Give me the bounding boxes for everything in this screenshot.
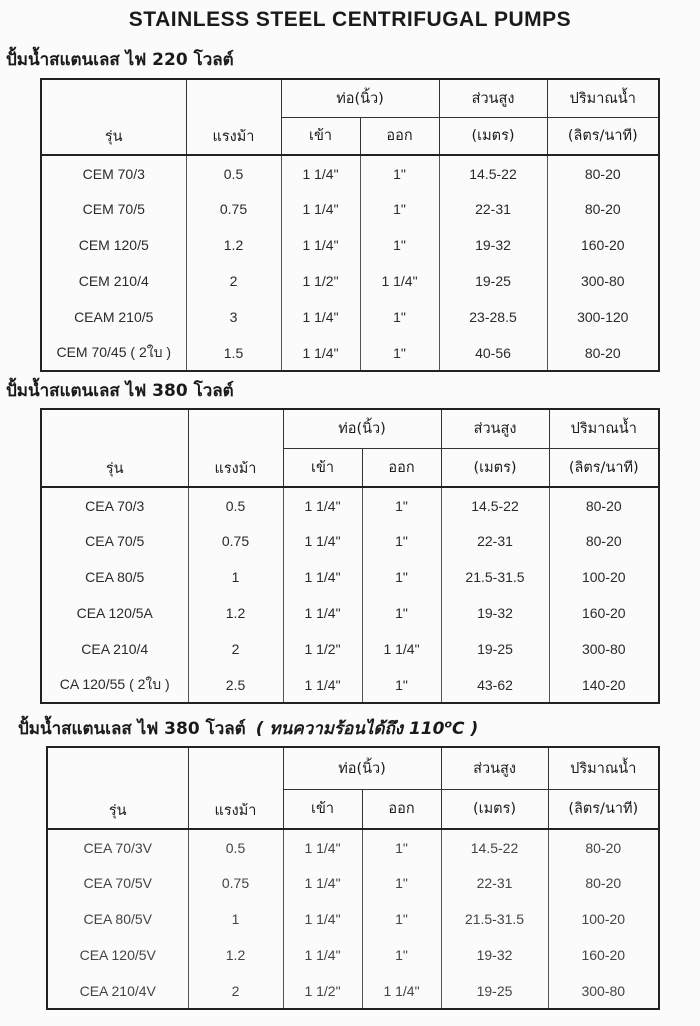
cell-pipe-out: 1" (360, 335, 439, 371)
cell-pipe-out: 1" (362, 595, 441, 631)
header-pipe: ท่อ(นิ้ว) (283, 409, 441, 448)
cell-model: CEA 210/4V (47, 973, 188, 1009)
cell-pipe-out: 1" (360, 155, 439, 191)
table-row (41, 523, 659, 559)
cell-model: CEM 210/4 (41, 263, 186, 299)
cell-pipe-out: 1 1/4" (360, 263, 439, 299)
cell-pipe-out: 1" (362, 667, 441, 703)
header-pipe-out: ออก (360, 117, 439, 155)
header-hp: แรงม้า (188, 409, 283, 487)
cell-pipe-out: 1" (362, 559, 441, 595)
section-3-title-text: ปั้มน้ำสแตนเลส ไฟ 380 โวลต์ (18, 719, 246, 739)
cell-head: 40-56 (439, 335, 547, 371)
table-row (41, 263, 659, 299)
section-1-title: ปั้มน้ำสแตนเลส ไฟ 220 โวลต์ (6, 50, 234, 70)
table-row (41, 191, 659, 227)
header-hp: แรงม้า (186, 79, 281, 155)
cell-pipe-in: 1 1/4" (281, 227, 360, 263)
table-row (41, 595, 659, 631)
cell-head: 19-32 (441, 595, 549, 631)
header-head: ส่วนสูง (439, 79, 547, 117)
cell-head: 14.5-22 (439, 155, 547, 191)
table-row (47, 973, 659, 1009)
cell-hp: 1.2 (188, 937, 283, 973)
cell-pipe-in: 1 1/4" (281, 299, 360, 335)
table-row (41, 155, 659, 191)
header-flow: ปริมาณน้ำ (548, 747, 659, 789)
cell-model: CEA 70/3V (47, 829, 188, 865)
cell-pipe-out: 1" (362, 523, 441, 559)
cell-pipe-in: 1 1/4" (283, 559, 362, 595)
cell-flow: 80-20 (547, 335, 659, 371)
cell-flow: 300-80 (547, 263, 659, 299)
table-row (41, 667, 659, 703)
cell-hp: 0.75 (188, 523, 283, 559)
table-row (47, 901, 659, 937)
table-row (41, 335, 659, 371)
cell-pipe-out: 1" (362, 937, 441, 973)
header-hp: แรงม้า (188, 747, 283, 829)
cell-pipe-in: 1 1/2" (281, 263, 360, 299)
cell-hp: 0.75 (188, 865, 283, 901)
cell-flow: 80-20 (548, 865, 659, 901)
cell-head: 14.5-22 (441, 487, 549, 523)
pump-table-380v (40, 408, 660, 704)
cell-head: 14.5-22 (441, 829, 548, 865)
cell-pipe-in: 1 1/4" (283, 487, 362, 523)
cell-pipe-in: 1 1/4" (283, 829, 362, 865)
cell-pipe-in: 1 1/2" (283, 631, 362, 667)
header-flow: ปริมาณน้ำ (547, 79, 659, 117)
cell-head: 19-25 (439, 263, 547, 299)
cell-model: CEAM 210/5 (41, 299, 186, 335)
pump-table-380v-hot (46, 746, 660, 1010)
section-3-title (18, 715, 478, 742)
header-flow: ปริมาณน้ำ (549, 409, 659, 448)
cell-hp: 2 (188, 973, 283, 1009)
table-row (47, 865, 659, 901)
cell-head: 21.5-31.5 (441, 901, 548, 937)
cell-pipe-in: 1 1/4" (283, 865, 362, 901)
section-2-title: ปั้มน้ำสแตนเลส ไฟ 380 โวลต์ (6, 381, 234, 401)
cell-flow: 140-20 (549, 667, 659, 703)
cell-head: 22-31 (441, 865, 548, 901)
cell-flow: 80-20 (549, 487, 659, 523)
table-row (41, 631, 659, 667)
cell-model: CEA 70/3 (41, 487, 188, 523)
cell-hp: 0.75 (186, 191, 281, 227)
cell-pipe-out: 1" (360, 191, 439, 227)
cell-model: CEA 80/5 (41, 559, 188, 595)
header-pipe-in: เข้า (283, 448, 362, 487)
cell-flow: 160-20 (549, 595, 659, 631)
table-row (41, 487, 659, 523)
cell-flow: 80-20 (548, 829, 659, 865)
cell-pipe-out: 1 1/4" (362, 973, 441, 1009)
cell-pipe-in: 1 1/4" (281, 191, 360, 227)
table-row (41, 299, 659, 335)
cell-pipe-out: 1" (362, 829, 441, 865)
cell-flow: 100-20 (549, 559, 659, 595)
cell-pipe-out: 1" (362, 865, 441, 901)
cell-hp: 1.2 (186, 227, 281, 263)
header-flow-unit: (ลิตร/นาที) (549, 448, 659, 487)
cell-model: CEM 70/5 (41, 191, 186, 227)
cell-pipe-in: 1 1/4" (281, 335, 360, 371)
page-title: STAINLESS STEEL CENTRIFUGAL PUMPS (128, 8, 572, 31)
cell-flow: 100-20 (548, 901, 659, 937)
cell-hp: 0.5 (188, 487, 283, 523)
cell-head: 19-32 (439, 227, 547, 263)
cell-model: CEA 70/5 (41, 523, 188, 559)
table-row (41, 559, 659, 595)
table-row (41, 227, 659, 263)
cell-head: 23-28.5 (439, 299, 547, 335)
cell-head: 43-62 (441, 667, 549, 703)
cell-pipe-in: 1 1/4" (283, 595, 362, 631)
header-pipe-out: ออก (362, 789, 441, 829)
cell-hp: 1 (188, 559, 283, 595)
cell-model: CA 120/55 ( 2ใบ ) (41, 667, 188, 703)
header-pipe: ท่อ(นิ้ว) (283, 747, 441, 789)
cell-pipe-in: 1 1/4" (283, 667, 362, 703)
cell-pipe-out: 1" (360, 299, 439, 335)
header-head-unit: (เมตร) (441, 789, 548, 829)
cell-flow: 80-20 (547, 155, 659, 191)
header-head: ส่วนสูง (441, 747, 548, 789)
cell-model: CEM 120/5 (41, 227, 186, 263)
cell-hp: 1.2 (188, 595, 283, 631)
cell-flow: 300-80 (549, 631, 659, 667)
cell-pipe-out: 1" (362, 487, 441, 523)
cell-flow: 300-120 (547, 299, 659, 335)
cell-model: CEA 80/5V (47, 901, 188, 937)
header-flow-unit: (ลิตร/นาที) (547, 117, 659, 155)
cell-hp: 2.5 (188, 667, 283, 703)
cell-pipe-in: 1 1/4" (283, 937, 362, 973)
cell-pipe-in: 1 1/4" (283, 901, 362, 937)
header-model: รุ่น (41, 79, 186, 155)
cell-hp: 2 (188, 631, 283, 667)
cell-head: 19-32 (441, 937, 548, 973)
cell-model: CEM 70/3 (41, 155, 186, 191)
cell-flow: 300-80 (548, 973, 659, 1009)
header-head-unit: (เมตร) (439, 117, 547, 155)
cell-model: CEA 210/4 (41, 631, 188, 667)
cell-pipe-in: 1 1/2" (283, 973, 362, 1009)
cell-pipe-out: 1 1/4" (362, 631, 441, 667)
header-pipe-out: ออก (362, 448, 441, 487)
cell-flow: 160-20 (548, 937, 659, 973)
header-pipe-in: เข้า (283, 789, 362, 829)
header-head-unit: (เมตร) (441, 448, 549, 487)
cell-head: 19-25 (441, 631, 549, 667)
cell-model: CEA 120/5V (47, 937, 188, 973)
cell-pipe-in: 1 1/4" (283, 523, 362, 559)
cell-model: CEA 70/5V (47, 865, 188, 901)
cell-hp: 3 (186, 299, 281, 335)
cell-head: 21.5-31.5 (441, 559, 549, 595)
cell-hp: 0.5 (188, 829, 283, 865)
header-flow-unit: (ลิตร/นาที) (548, 789, 659, 829)
cell-hp: 0.5 (186, 155, 281, 191)
cell-model: CEA 120/5A (41, 595, 188, 631)
header-model: รุ่น (41, 409, 188, 487)
cell-head: 22-31 (441, 523, 549, 559)
cell-flow: 160-20 (547, 227, 659, 263)
cell-head: 19-25 (441, 973, 548, 1009)
header-pipe-in: เข้า (281, 117, 360, 155)
header-model: รุ่น (47, 747, 188, 829)
cell-pipe-in: 1 1/4" (281, 155, 360, 191)
cell-head: 22-31 (439, 191, 547, 227)
cell-hp: 1.5 (186, 335, 281, 371)
cell-pipe-out: 1" (360, 227, 439, 263)
cell-flow: 80-20 (547, 191, 659, 227)
header-pipe: ท่อ(นิ้ว) (281, 79, 439, 117)
cell-model: CEM 70/45 ( 2ใบ ) (41, 335, 186, 371)
table-row (47, 937, 659, 973)
cell-hp: 2 (186, 263, 281, 299)
cell-flow: 80-20 (549, 523, 659, 559)
pump-table-220v (40, 78, 660, 372)
section-3-note: ( ทนความร้อนได้ถึง 110$^o$C ) (255, 717, 479, 739)
header-head: ส่วนสูง (441, 409, 549, 448)
cell-pipe-out: 1" (362, 901, 441, 937)
table-row (47, 829, 659, 865)
cell-hp: 1 (188, 901, 283, 937)
